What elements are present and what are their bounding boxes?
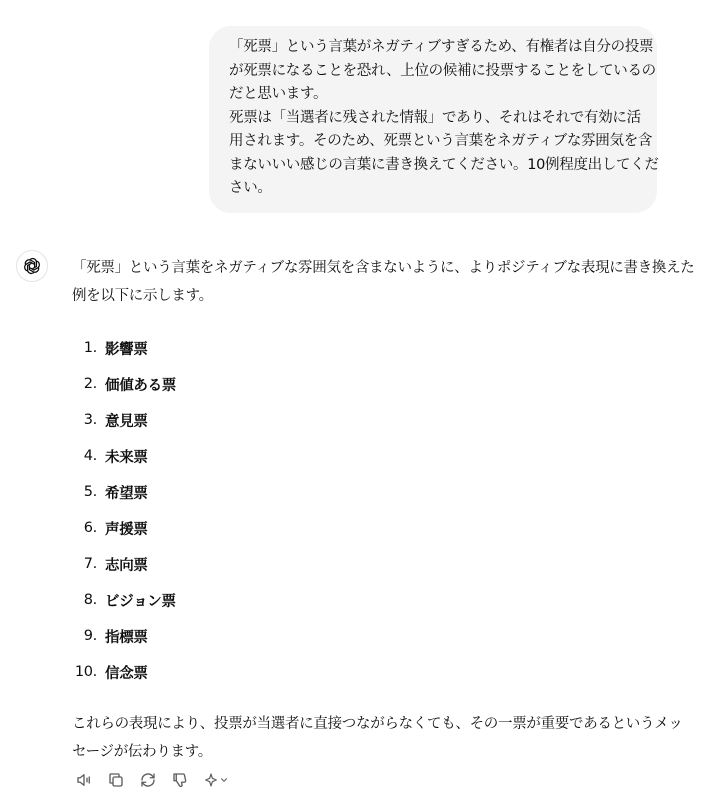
list-item xyxy=(72,474,662,510)
chevron-down-icon xyxy=(219,775,229,785)
assistant-message xyxy=(72,254,695,766)
list-item xyxy=(72,438,662,474)
regenerate-button[interactable] xyxy=(136,768,160,792)
list-term: 希望票 xyxy=(105,485,148,502)
read-aloud-button[interactable] xyxy=(72,768,96,792)
list-number: 9. xyxy=(83,628,97,644)
list-item xyxy=(72,654,662,690)
assistant-intro-line: 例を以下に示します。 xyxy=(72,288,213,304)
assistant-intro xyxy=(72,254,695,310)
list-term: 声援票 xyxy=(105,521,148,538)
user-message-line: 「死票」という言葉がネガティブすぎるため、有権者は自分の投票 xyxy=(229,39,654,55)
list-term: 指標票 xyxy=(105,629,148,646)
list-term: 信念票 xyxy=(105,665,148,682)
list-item xyxy=(72,402,662,438)
list-number: 5. xyxy=(83,484,97,500)
list-item xyxy=(72,618,662,654)
regenerate-icon xyxy=(139,771,157,789)
list-number: 10. xyxy=(74,664,97,680)
list-term: 未来票 xyxy=(105,449,148,466)
list-term: 志向票 xyxy=(105,557,148,574)
list-number: 2. xyxy=(83,376,97,392)
user-message-line: まないいい感じの言葉に書き換えてください。10例程度出してくだ xyxy=(229,156,659,173)
list-term: 影響票 xyxy=(105,341,148,358)
copy-button[interactable] xyxy=(104,768,128,792)
list-item xyxy=(72,366,662,402)
list-term: 意見票 xyxy=(105,413,148,430)
list-term: ビジョン票 xyxy=(105,593,176,610)
list-item xyxy=(72,582,662,618)
openai-logo-icon xyxy=(22,256,42,276)
speaker-icon xyxy=(75,771,93,789)
list-item xyxy=(72,510,662,546)
user-message-line: が死票になることを恐れ、上位の候補に投票することをしているの xyxy=(229,62,656,79)
thumbs-down-icon xyxy=(171,771,189,789)
user-message-line: 用されます。そのため、死票という言葉をネガティブな雰囲気を含 xyxy=(229,133,653,149)
list-number: 8. xyxy=(83,592,97,608)
list-number: 1. xyxy=(83,340,97,356)
list-number: 7. xyxy=(83,556,97,572)
user-message-line: だと思います。 xyxy=(229,86,328,102)
thumbs-down-button[interactable] xyxy=(168,768,192,792)
model-switch-button[interactable] xyxy=(200,768,232,792)
assistant-intro-line: 「死票」という言葉をネガティブな雰囲気を含まないように、よりポジティブな表現に書き換えた xyxy=(72,260,695,276)
list-item xyxy=(72,330,662,366)
copy-icon xyxy=(107,771,125,789)
sparkle-icon xyxy=(203,772,219,788)
list-number: 4. xyxy=(83,448,97,464)
assistant-avatar xyxy=(16,250,48,282)
list-term: 価値ある票 xyxy=(105,377,176,394)
message-actions xyxy=(72,768,232,792)
user-message-bubble xyxy=(209,26,657,213)
assistant-outro xyxy=(72,710,683,766)
user-message-line: さい。 xyxy=(229,180,272,196)
list-number: 3. xyxy=(83,412,97,428)
list-number: 6. xyxy=(83,520,97,536)
user-message-line: 死票は「当選者に残された情報」であり、それはそれで有効に活 xyxy=(229,109,641,126)
assistant-outro-line: これらの表現により、投票が当選者に直接つながらなくても、その一票が重要であるというメッ xyxy=(72,716,683,732)
list-item xyxy=(72,546,662,582)
suggestion-list xyxy=(72,330,662,690)
assistant-outro-line: セージが伝わります。 xyxy=(72,744,212,760)
